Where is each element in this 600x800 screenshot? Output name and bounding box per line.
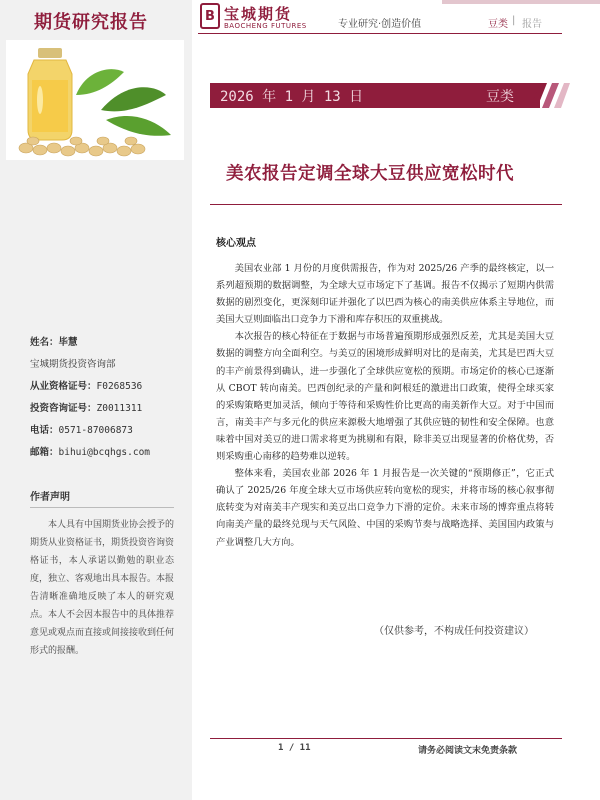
page-number: 1 / 11 xyxy=(278,743,311,753)
phone-number: 0571-87006873 xyxy=(58,425,133,436)
header-category: 豆类 xyxy=(488,19,508,30)
footer-note: 请务必阅读文末免责条款 xyxy=(418,746,518,756)
analyst-name: 毕慧 xyxy=(58,337,78,348)
paragraph: 美国农业部 1 月份的月度供需报告，作为对 2025/26 产季的最终核定，以一系列超预期的数据调整，为全球大豆市场定下了基调。报告不仅揭示了短期内供需数据的剧烈变化，更深刻印证并强化了以巴西为核心的南美供应体系主导地位，而美国大豆则面临出口竞争力下滑和库存积压的双重挑战。 xyxy=(216,263,554,326)
footer-divider xyxy=(210,738,562,739)
core-viewpoints-body xyxy=(216,260,554,551)
paragraph: 本次报告的核心特征在于数据与市场普遍预期形成强烈反差，尤其是美国大豆数据的调整方向全面利空。与美豆的困境形成鲜明对比的是南美，尤其是巴西大豆的丰产前景得到确认，进一步强化了全球供应宽松的预期。市场定价的核心已逐渐从 CBOT 转向南美。巴西创纪录的产量和阿根廷的激进出口政策，使得全球买家的采购策略更加灵活，倾向于等待和采购性价比更高的南美新作大豆。对于中国而言，南美丰产与多元化的供应来源极大地增强了其供应链的韧性和安全保障。也意味着中国对美豆的进口需求将更为挑剔和有限，除非美豆出现显著的价格优势，否则采购重心南移的趋势难以逆转。 xyxy=(216,331,554,463)
declaration-heading: 作者声明 xyxy=(30,488,174,508)
disclaimer: （仅供参考，不构成任何投资建议） xyxy=(374,626,534,637)
email-address[interactable]: bihui@bcqhgs.com xyxy=(58,447,151,458)
phone-row xyxy=(30,420,190,442)
consulting-row xyxy=(30,398,190,420)
logo-english-name: BAOCHENG FUTURES xyxy=(224,22,307,30)
banner-stripes-decoration xyxy=(530,83,570,108)
qualification-row xyxy=(30,376,190,398)
title-divider xyxy=(210,204,562,205)
analyst-name-row xyxy=(30,332,190,354)
header-report-type: 报告 xyxy=(522,19,542,30)
author-declaration xyxy=(30,488,174,660)
report-date: 2026 年 1 月 13 日 xyxy=(220,89,364,105)
consulting-label: 投资咨询证号： xyxy=(30,403,97,414)
date-banner xyxy=(210,83,540,108)
analyst-info xyxy=(30,332,190,464)
qualification-number: F0268536 xyxy=(96,381,143,392)
consulting-number: Z0011311 xyxy=(96,403,143,414)
declaration-body: 本人具有中国期货业协会授予的期货从业资格证书，期货投资咨询资格证书，本人承诺以勤勉的职业态度，独立、客观地出具本报告。本报告清晰准确地反映了本人的研究观点。本人不会因本报告中的具体推荐意见或观点而直接或间接接收到任何形式的报酬。 xyxy=(30,520,175,656)
paragraph: 整体来看，美国农业部 2026 年 1 月报告是一次关键的“预期修正”，它正式确认了 2025/26 年度全球大豆市场供应转向宽松的现实，并将市场的核心叙事彻底转变为对南美丰产现实和美豆出口竞争力下滑的定价。未来市场的博弈重点将转向南美产量的最终兑现与天气风险、中国的采购节奏与战略选择、美国国内政策与产业调整几大方向。 xyxy=(216,468,554,548)
soybean-oil-image xyxy=(6,40,184,160)
baocheng-logo-icon: B xyxy=(200,3,220,29)
analyst-department: 宝城期货投资咨询部 xyxy=(30,359,116,370)
header-divider xyxy=(198,33,562,34)
report-category-title: 期货研究报告 xyxy=(34,12,148,33)
logo-chinese-name: 宝城期货 xyxy=(224,5,293,23)
phone-label: 电话： xyxy=(30,425,59,436)
banner-category: 豆类 xyxy=(486,89,514,105)
left-sidebar xyxy=(0,0,192,800)
email-label: 邮箱： xyxy=(30,447,59,458)
name-label: 姓名： xyxy=(30,337,59,348)
page-title: 美农报告定调全球大豆供应宽松时代 xyxy=(226,164,514,184)
header-top-strip xyxy=(442,0,600,4)
company-slogan: 专业研究·创造价值 xyxy=(338,19,422,30)
qualification-label: 从业资格证号： xyxy=(30,381,97,392)
header-separator: | xyxy=(512,15,516,26)
page-header xyxy=(192,0,600,40)
section-heading: 核心观点 xyxy=(216,238,256,249)
email-row xyxy=(30,442,190,464)
